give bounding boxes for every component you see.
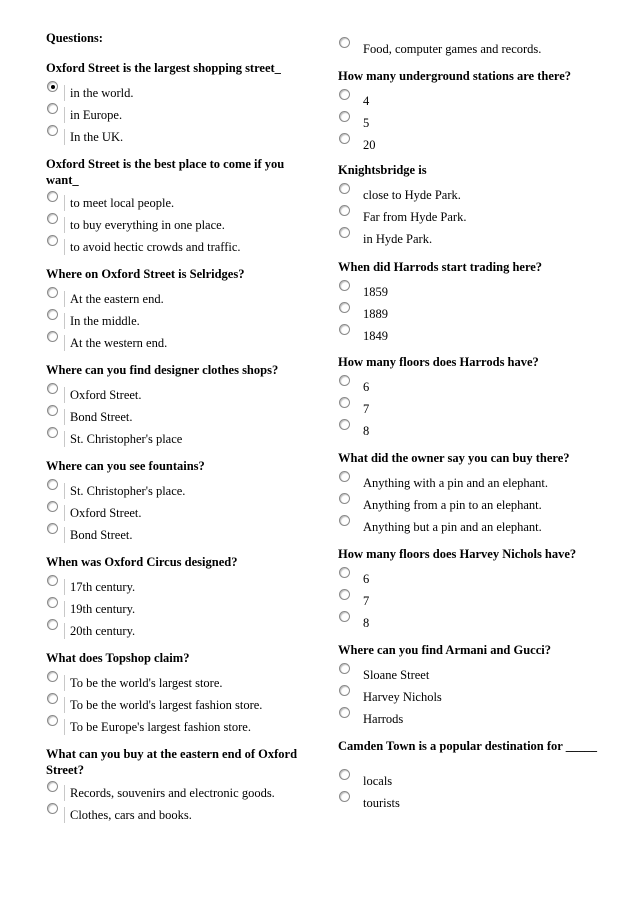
radio-button[interactable]	[47, 803, 58, 814]
radio-button[interactable]	[339, 685, 350, 696]
radio-button[interactable]	[339, 89, 350, 100]
radio-button[interactable]	[47, 287, 58, 298]
answer-option[interactable]	[46, 80, 304, 100]
answer-option[interactable]	[46, 478, 304, 498]
radio-button[interactable]	[47, 479, 58, 490]
radio-button[interactable]	[47, 103, 58, 114]
answer-option-label: 6	[363, 380, 370, 394]
answer-option[interactable]	[46, 286, 304, 306]
question-text: Oxford Street is the best place to come if you want_	[46, 157, 285, 187]
answer-option-label: Anything with a pin and an elephant.	[363, 476, 549, 490]
answer-option[interactable]	[338, 418, 600, 438]
answer-option[interactable]	[338, 110, 600, 130]
answer-option[interactable]	[338, 88, 600, 108]
question-text: How many floors does Harrods have?	[338, 355, 539, 369]
radio-button[interactable]	[339, 515, 350, 526]
answer-option-label: Oxford Street.	[64, 387, 142, 403]
radio-button[interactable]	[47, 427, 58, 438]
answer-option-label: in Hyde Park.	[363, 232, 433, 246]
radio-button[interactable]	[47, 715, 58, 726]
answer-option-label: 20th century.	[64, 623, 135, 639]
radio-button[interactable]	[339, 183, 350, 194]
question-text: Knightsbridge is	[338, 163, 427, 177]
answer-option-label: 8	[363, 616, 370, 630]
answer-option[interactable]	[338, 470, 600, 490]
radio-button[interactable]	[47, 693, 58, 704]
radio-button[interactable]	[339, 205, 350, 216]
answer-option-label: Far from Hyde Park.	[363, 210, 467, 224]
question-text: When did Harrods start trading here?	[338, 260, 543, 274]
answer-option-label: to avoid hectic crowds and traffic.	[64, 239, 241, 255]
radio-button[interactable]	[339, 663, 350, 674]
answer-option[interactable]	[338, 492, 600, 512]
radio-button[interactable]	[47, 597, 58, 608]
answer-option-label: 8	[363, 424, 370, 438]
radio-button[interactable]	[47, 235, 58, 246]
answer-option[interactable]	[338, 132, 600, 152]
answer-option[interactable]	[46, 404, 304, 424]
answer-option[interactable]	[46, 426, 304, 446]
answer-option-label: 5	[363, 116, 370, 130]
answer-option[interactable]	[338, 706, 600, 726]
radio-button[interactable]	[47, 309, 58, 320]
answer-option[interactable]	[46, 212, 304, 232]
answer-option[interactable]	[338, 226, 600, 246]
answer-option-label: close to Hyde Park.	[363, 188, 461, 202]
radio-button[interactable]	[339, 707, 350, 718]
radio-button[interactable]	[339, 111, 350, 122]
answer-option-label: 1859	[363, 285, 388, 299]
answer-option-label: St. Christopher's place	[64, 431, 182, 447]
answer-option-label: In the middle.	[64, 313, 140, 329]
answer-option[interactable]	[46, 574, 304, 594]
answer-option-label: 7	[363, 594, 370, 608]
answer-option[interactable]	[338, 323, 600, 343]
question-text: Where on Oxford Street is Selridges?	[46, 267, 245, 281]
answer-option-label: To be the world's largest store.	[64, 675, 223, 691]
answer-option[interactable]	[338, 514, 600, 534]
answer-option[interactable]	[338, 610, 600, 630]
question-text: How many underground stations are there?	[338, 69, 572, 83]
answer-option-label: At the eastern end.	[64, 291, 164, 307]
radio-button[interactable]	[47, 405, 58, 416]
answer-option[interactable]	[46, 780, 304, 800]
radio-button-selected[interactable]	[47, 81, 58, 92]
answer-option[interactable]	[338, 768, 600, 788]
answer-option-label: In the UK.	[64, 129, 123, 145]
answer-option-label: to meet local people.	[64, 195, 174, 211]
radio-button[interactable]	[47, 501, 58, 512]
answer-option-label: Food, computer games and records.	[363, 42, 542, 56]
radio-button[interactable]	[47, 575, 58, 586]
radio-button[interactable]	[47, 619, 58, 630]
answer-option-label: Anything from a pin to an elephant.	[363, 498, 542, 512]
radio-button[interactable]	[339, 280, 350, 291]
answer-option-label: in the world.	[64, 85, 134, 101]
answer-option[interactable]	[46, 596, 304, 616]
radio-button[interactable]	[339, 419, 350, 430]
radio-button[interactable]	[339, 567, 350, 578]
answer-option-label: Clothes, cars and books.	[64, 807, 192, 823]
radio-button[interactable]	[339, 375, 350, 386]
answer-option-label: Records, souvenirs and electronic goods.	[64, 785, 275, 801]
answer-option[interactable]	[46, 522, 304, 542]
radio-button[interactable]	[339, 397, 350, 408]
answer-option-label: Harrods	[363, 712, 404, 726]
radio-button[interactable]	[47, 523, 58, 534]
radio-button[interactable]	[339, 302, 350, 313]
answer-option-label: 4	[363, 94, 370, 108]
answer-option[interactable]	[46, 618, 304, 638]
answer-option-label: 1889	[363, 307, 388, 321]
radio-button[interactable]	[47, 781, 58, 792]
answer-option[interactable]	[46, 802, 304, 822]
answer-option[interactable]	[338, 279, 600, 299]
page-title: Questions:	[46, 31, 103, 45]
answer-option[interactable]	[338, 566, 600, 586]
answer-option-label: 6	[363, 572, 370, 586]
answer-option-label: 17th century.	[64, 579, 135, 595]
radio-button[interactable]	[47, 331, 58, 342]
answer-option[interactable]	[46, 102, 304, 122]
answer-option[interactable]	[46, 308, 304, 328]
answer-option[interactable]	[338, 684, 600, 704]
radio-button[interactable]	[339, 769, 350, 780]
answer-option[interactable]	[338, 301, 600, 321]
radio-button[interactable]	[339, 324, 350, 335]
answer-option[interactable]	[46, 234, 304, 254]
answer-option-label: Bond Street.	[64, 527, 133, 543]
answer-option[interactable]	[338, 182, 600, 202]
radio-button[interactable]	[47, 383, 58, 394]
answer-option-label: Harvey Nichols	[363, 690, 442, 704]
answer-option-label: 1849	[363, 329, 388, 343]
answer-option[interactable]	[46, 124, 304, 144]
question-text: How many floors does Harvey Nichols have?	[338, 547, 577, 561]
question-text: Oxford Street is the largest shopping street_	[46, 61, 281, 75]
answer-option[interactable]	[46, 190, 304, 210]
answer-option-label: to buy everything in one place.	[64, 217, 225, 233]
radio-button[interactable]	[47, 125, 58, 136]
radio-button[interactable]	[339, 37, 350, 48]
answer-option[interactable]	[338, 36, 600, 56]
radio-button[interactable]	[47, 671, 58, 682]
radio-button[interactable]	[339, 471, 350, 482]
answer-option-label: tourists	[363, 796, 400, 810]
answer-option[interactable]	[46, 692, 304, 712]
radio-button[interactable]	[339, 589, 350, 600]
question-text: Where can you find Armani and Gucci?	[338, 643, 551, 657]
question-text: When was Oxford Circus designed?	[46, 555, 238, 569]
answer-option[interactable]	[46, 330, 304, 350]
answer-option-label: 7	[363, 402, 370, 416]
answer-option-label: To be the world's largest fashion store.	[64, 697, 262, 713]
answer-option-label: Anything but a pin and an elephant.	[363, 520, 542, 534]
answer-option-label: 20	[363, 138, 376, 152]
answer-option[interactable]	[46, 382, 304, 402]
radio-button[interactable]	[47, 213, 58, 224]
answer-option[interactable]	[46, 670, 304, 690]
radio-button[interactable]	[339, 791, 350, 802]
answer-option[interactable]	[338, 204, 600, 224]
answer-option[interactable]	[338, 662, 600, 682]
answer-option[interactable]	[338, 588, 600, 608]
answer-option[interactable]	[338, 374, 600, 394]
question-text: What does Topshop claim?	[46, 651, 190, 665]
radio-button[interactable]	[339, 493, 350, 504]
answer-option-label: To be Europe's largest fashion store.	[64, 719, 251, 735]
radio-button[interactable]	[339, 611, 350, 622]
answer-option[interactable]	[338, 790, 600, 810]
radio-button[interactable]	[47, 191, 58, 202]
answer-option-label: 19th century.	[64, 601, 135, 617]
question-text: Where can you see fountains?	[46, 459, 205, 473]
answer-option-label: locals	[363, 774, 393, 788]
answer-option-label: Oxford Street.	[64, 505, 142, 521]
answer-option-label: St. Christopher's place.	[64, 483, 185, 499]
answer-option[interactable]	[46, 714, 304, 734]
answer-option-label: Sloane Street	[363, 668, 430, 682]
question-text: What did the owner say you can buy there?	[338, 451, 570, 465]
radio-button[interactable]	[339, 227, 350, 238]
answer-option-label: in Europe.	[64, 107, 122, 123]
question-text: Camden Town is a popular destination for _____	[338, 739, 597, 753]
answer-option[interactable]	[46, 500, 304, 520]
question-text: What can you buy at the eastern end of Oxford Street?	[46, 747, 298, 777]
question-text: Where can you find designer clothes shops?	[46, 363, 279, 377]
answer-option-label: At the western end.	[64, 335, 167, 351]
answer-option[interactable]	[338, 396, 600, 416]
radio-button[interactable]	[339, 133, 350, 144]
answer-option-label: Bond Street.	[64, 409, 133, 425]
